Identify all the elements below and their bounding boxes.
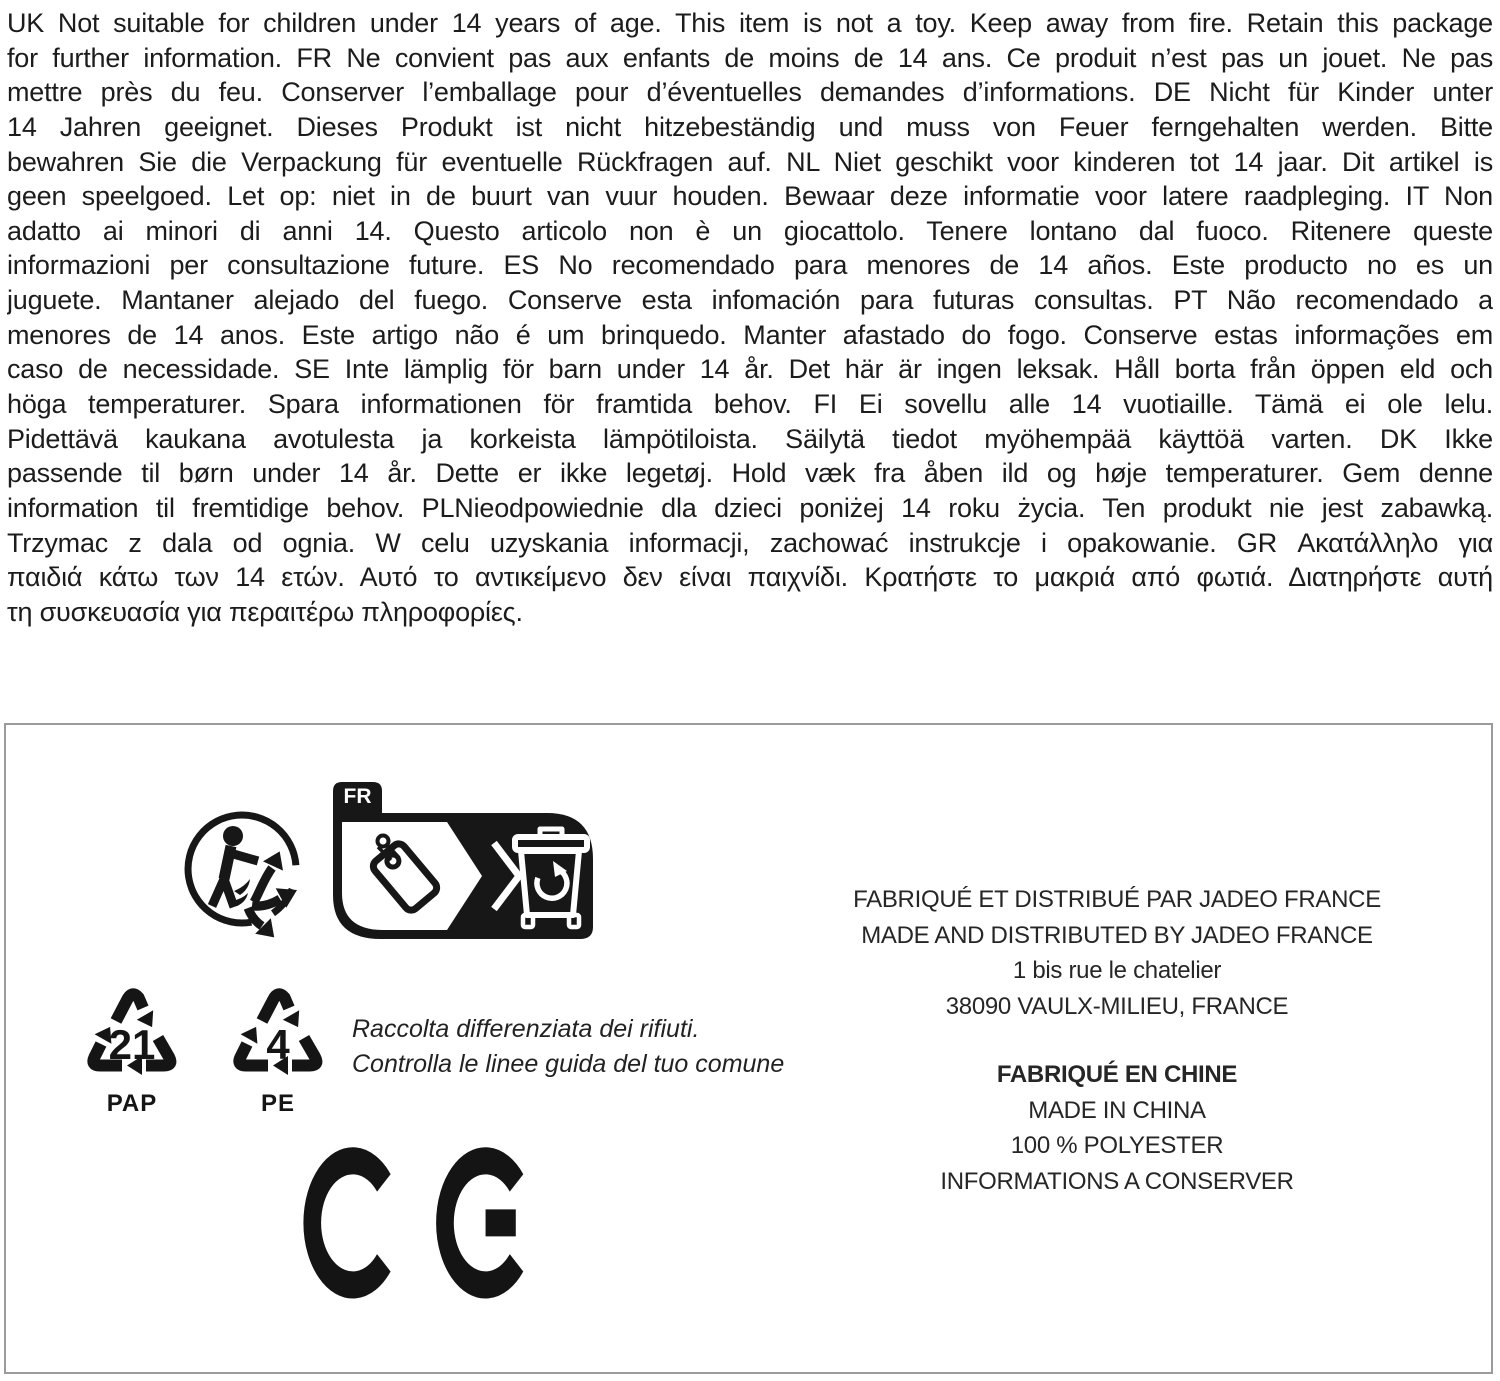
manufacturer-block xyxy=(797,882,1437,1199)
warning-text-line: information til fremtidige behov. PLNieodpowiednie dla dzieci poniżej 14 roku życia. Ten produkt nie jest zabawką. xyxy=(7,492,1493,523)
spacer xyxy=(797,1024,1437,1057)
warning-text-line: Trzymac z dala od ognia. W celu uzyskania informacji, zachować instrukcje i opakowanie. GR Ακατάλληλο για xyxy=(7,527,1493,558)
warning-text-line: höga temperaturer. Spara informationen för framtida behov. FI Ei sovellu alle 14 vuotiaille. Tämä ei ole lelu. xyxy=(7,389,1493,420)
warning-text-line: παιδιά κάτω των 14 ετών. Αυτό το αντικείμενο δεν είναι παιχνίδι. Κρατήστε το μακριά από φωτιά. Διατηρήστε αυτή xyxy=(7,562,1493,593)
warning-text-line: for further information. FR Ne convient pas aux enfants de moins de 14 ans. Ce produit n’est pas un jouet. Ne pas xyxy=(7,42,1493,73)
origin-heading: FABRIQUÉ EN CHINE xyxy=(996,1061,1238,1088)
triman-recycling-icon xyxy=(184,809,316,941)
manufacturer-address-line: FABRIQUÉ ET DISTRIBUÉ PAR JADEO FRANCE xyxy=(853,886,1381,913)
warning-text-line: juguete. Mantaner alejado del fuego. Conserve esta infomación para futuras consultas. PT Não recomendado a xyxy=(7,285,1493,316)
manufacturer-address-line: 38090 VAULX-MILIEU, FRANCE xyxy=(945,992,1289,1020)
resin-code-pap21 xyxy=(72,975,192,1125)
warning-text-line: geen speelgoed. Let op: niet in de buurt van vuur houden. Bewaar deze informatie voor latere raadpleging. IT Non xyxy=(7,181,1493,212)
warning-text-line: 14 Jahren geeignet. Dieses Produkt ist nicht hitzebeständig und muss von Feuer ferngehalten werden. Bitte xyxy=(7,111,1493,142)
warning-text-line: caso de necessidade. SE Inte lämplig för barn under 14 år. Det här är ingen leksak. Håll borta från öppen eld och xyxy=(7,354,1493,385)
origin-line: MADE IN CHINA xyxy=(1028,1096,1206,1124)
warning-text-line: Pidettävä kaukana avotulesta ja korkeista lämpötiloista. Säilytä tiedot myöhempää käyttöä varten. DK Ikke xyxy=(7,423,1493,454)
warning-text-line: passende til børn under 14 år. Dette er ikke legetøj. Hold væk fra åben ild og høje temperaturer. Gem denne xyxy=(7,458,1493,489)
warning-text-line: adatto ai minori di anni 14. Questo articolo non è un giocattolo. Tenere lontano dal fuoco. Ritenere queste xyxy=(7,215,1493,246)
manufacturer-address-line: MADE AND DISTRIBUTED BY JADEO FRANCE xyxy=(861,921,1373,949)
warning-text-line: informazioni per consultazione future. ES No recomendado para menores de 14 años. Este producto no es un xyxy=(7,250,1493,281)
resin-code-number: 21 xyxy=(108,1021,156,1068)
resin-code-material: PE xyxy=(260,1090,295,1117)
sorting-note-line1: Raccolta differenziata dei rifiuti. xyxy=(352,1015,700,1043)
warning-text-line: mettre près du feu. Conserver l’emballage pour d’éventuelles demandes d’informations. DE Nicht für Kinder unter xyxy=(7,77,1493,108)
multilingual-warning-text xyxy=(7,6,1493,630)
warning-text-line: τη συσκευασία για περαιτέρω πληροφορίες. xyxy=(7,596,523,627)
infotri-country-code: FR xyxy=(343,785,372,808)
resin-code-material: PAP xyxy=(106,1090,158,1117)
origin-line: 100 % POLYESTER xyxy=(1010,1132,1224,1159)
sorting-note-line2: Controlla le linee guida del tuo comune xyxy=(352,1050,785,1078)
origin-line: INFORMATIONS A CONSERVER xyxy=(940,1167,1294,1195)
warning-text-line: menores de 14 anos. Este artigo não é um brinquedo. Manter afastado do fogo. Conserve estas informações em xyxy=(7,319,1493,350)
warning-text-line: bewahren Sie die Verpackung für eventuelle Rückfragen auf. NL Niet geschikt voor kinderen tot 14 jaar. Dit artikel is xyxy=(7,146,1493,177)
warning-text-line: UK Not suitable for children under 14 years of age. This item is not a toy. Keep away from fire. Retain this package xyxy=(7,8,1493,38)
ce-marking xyxy=(302,1145,532,1303)
ce-marking-icon xyxy=(302,1145,532,1303)
manufacturer-address-line: 1 bis rue le chatelier xyxy=(1012,957,1222,984)
resin-code-number: 4 xyxy=(266,1021,290,1068)
resin-code-pe4 xyxy=(218,975,338,1125)
